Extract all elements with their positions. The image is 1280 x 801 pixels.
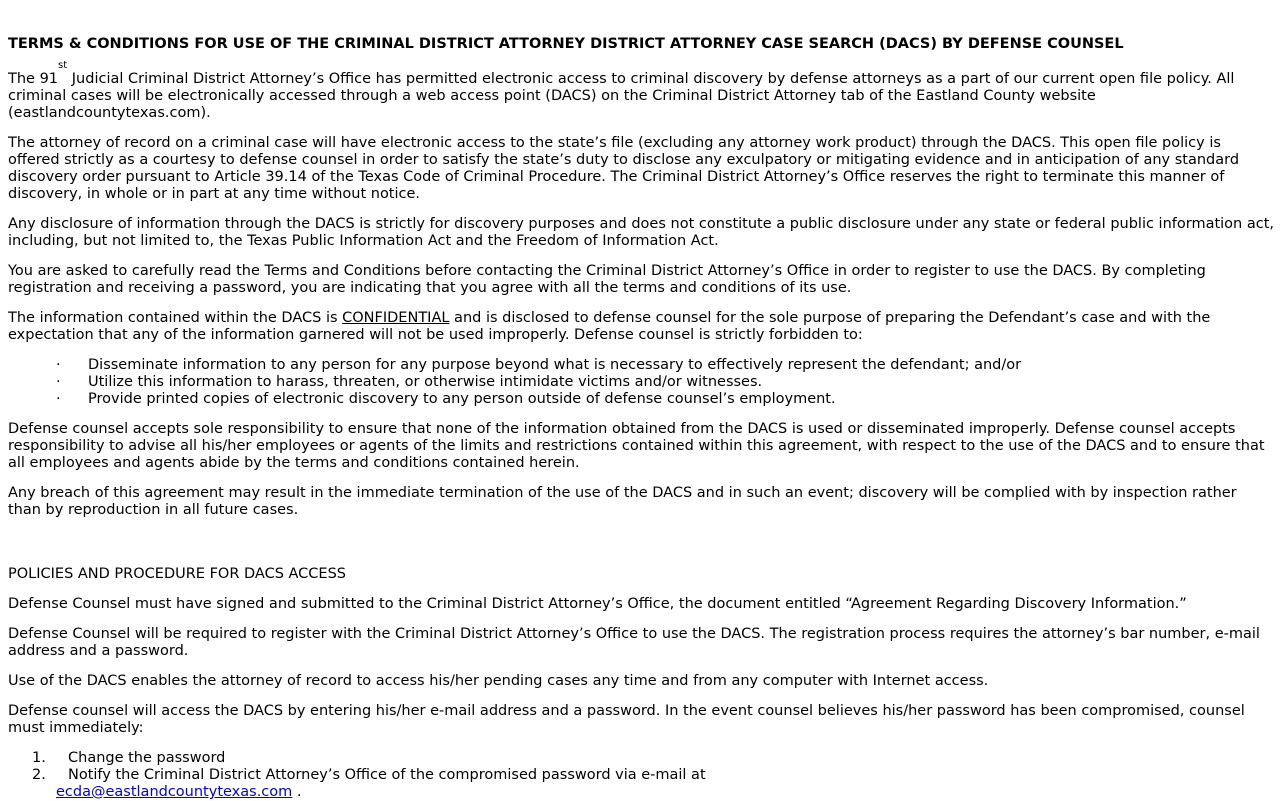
email-suffix: .: [292, 784, 302, 800]
confidential-after: and is disclosed to defense counsel for the sole purpose of preparing the Defendant’s case and with the expectation that any of the information garnered will not be used improperly. Defense counsel is strictly forbidden to:: [8, 310, 1211, 343]
terms-document: [8, 36, 1274, 801]
list-item: [8, 391, 1274, 408]
paragraph-access-anytime: Use of the DACS enables the attorney of record to access his/her pending cases any time and from any computer with Internet access.: [8, 673, 989, 689]
paragraph-read-terms: You are asked to carefully read the Terms and Conditions before contacting the Criminal District Attorney’s Office in order to register to use the DACS. By completing registration and receiving a password, you are indicating that you agree with all the terms and conditions of its use.: [8, 263, 1206, 296]
list-item-text: Provide printed copies of electronic discovery to any person outside of defense counsel’s employment.: [88, 391, 836, 407]
section-spacer: [8, 532, 1274, 566]
paragraph-breach: Any breach of this agreement may result in the immediate termination of the use of the DACS and in such an event; discovery will be complied with by inspection rather than by reproduction in all future cases.: [8, 485, 1237, 518]
list-item-text: Utilize this information to harass, threaten, or otherwise intimidate victims and/or witnesses.: [88, 374, 763, 390]
intro-ordinal-suffix: st: [58, 60, 68, 71]
step-text: Notify the Criminal District Attorney’s Office of the compromised password via e-mail at: [68, 767, 706, 783]
document-title: TERMS & CONDITIONS FOR USE OF THE CRIMINAL DISTRICT ATTORNEY DISTRICT ATTORNEY CASE SEARCH (DACS) BY DEFENSE COUNSEL: [8, 36, 1124, 52]
intro-lead: The 91: [8, 71, 59, 87]
compromise-steps-list: [8, 750, 1274, 784]
list-item: [8, 374, 1274, 391]
step-number: 1.: [32, 750, 46, 766]
bullet-marker: ·: [56, 391, 61, 407]
intro-rest: Judicial Criminal District Attorney’s Office has permitted electronic access to criminal discovery by defense attorneys as a part of our current open file policy. All criminal cases will be electronically accessed through a web access point (DACS) on the Criminal District Attorney tab of the Eastland County website (eastlandcountytexas.com).: [8, 71, 1235, 121]
confidential-emphasis: CONFIDENTIAL: [342, 310, 450, 326]
email-link[interactable]: ecda@eastlandcountytexas.com: [56, 784, 293, 800]
policies-heading: POLICIES AND PROCEDURE FOR DACS ACCESS: [8, 566, 347, 582]
step-text: Change the password: [68, 750, 226, 766]
confidential-before: The information contained within the DACS is: [8, 310, 343, 326]
paragraph-confidential: [8, 310, 1274, 344]
paragraph-responsibility: Defense counsel accepts sole responsibility to ensure that none of the information obtained from the DACS is used or disseminated improperly. Defense counsel accepts responsibility to advise all his/her employees or agents of the limits and restrictions contained within this agreement, with respect to the use of the DACS and to ensure that all employees and agents abide by the terms and conditions contained herein.: [8, 421, 1265, 471]
list-item: [8, 750, 1274, 767]
paragraph-password-compromise: Defense counsel will access the DACS by entering his/her e-mail address and a password. In the event counsel believes his/her password has been compromised, counsel must immediately:: [8, 703, 1245, 736]
intro-paragraph: [8, 60, 1274, 122]
list-item: [8, 767, 1274, 784]
paragraph-disclosure: Any disclosure of information through the DACS is strictly for discovery purposes and does not constitute a public disclosure under any state or federal public information act, including, but not limited to, the Texas Public Information Act and the Freedom of Information Act.: [8, 216, 1275, 249]
list-item: [8, 357, 1274, 374]
list-item-text: Disseminate information to any person for any purpose beyond what is necessary to effectively represent the defendant; and/or: [88, 357, 1022, 373]
email-line: [8, 784, 1274, 801]
prohibitions-list: [8, 357, 1274, 408]
bullet-marker: ·: [56, 374, 61, 390]
bullet-marker: ·: [56, 357, 61, 373]
paragraph-signed-agreement: Defense Counsel must have signed and submitted to the Criminal District Attorney’s Office, the document entitled “Agreement Regarding Discovery Information.”: [8, 596, 1187, 612]
paragraph-registration: Defense Counsel will be required to register with the Criminal District Attorney’s Office to use the DACS. The registration process requires the attorney’s bar number, e-mail address and a password.: [8, 626, 1260, 659]
step-number: 2.: [32, 767, 46, 783]
paragraph-access-policy: The attorney of record on a criminal case will have electronic access to the state’s file (excluding any attorney work product) through the DACS. This open file policy is offered strictly as a courtesy to defense counsel in order to satisfy the state’s duty to disclose any exculpatory or mitigating evidence and in anticipation of any standard discovery order pursuant to Article 39.14 of the Texas Code of Criminal Procedure. The Criminal District Attorney’s Office reserves the right to terminate this manner of discovery, in whole or in part at any time without notice.: [8, 135, 1240, 202]
